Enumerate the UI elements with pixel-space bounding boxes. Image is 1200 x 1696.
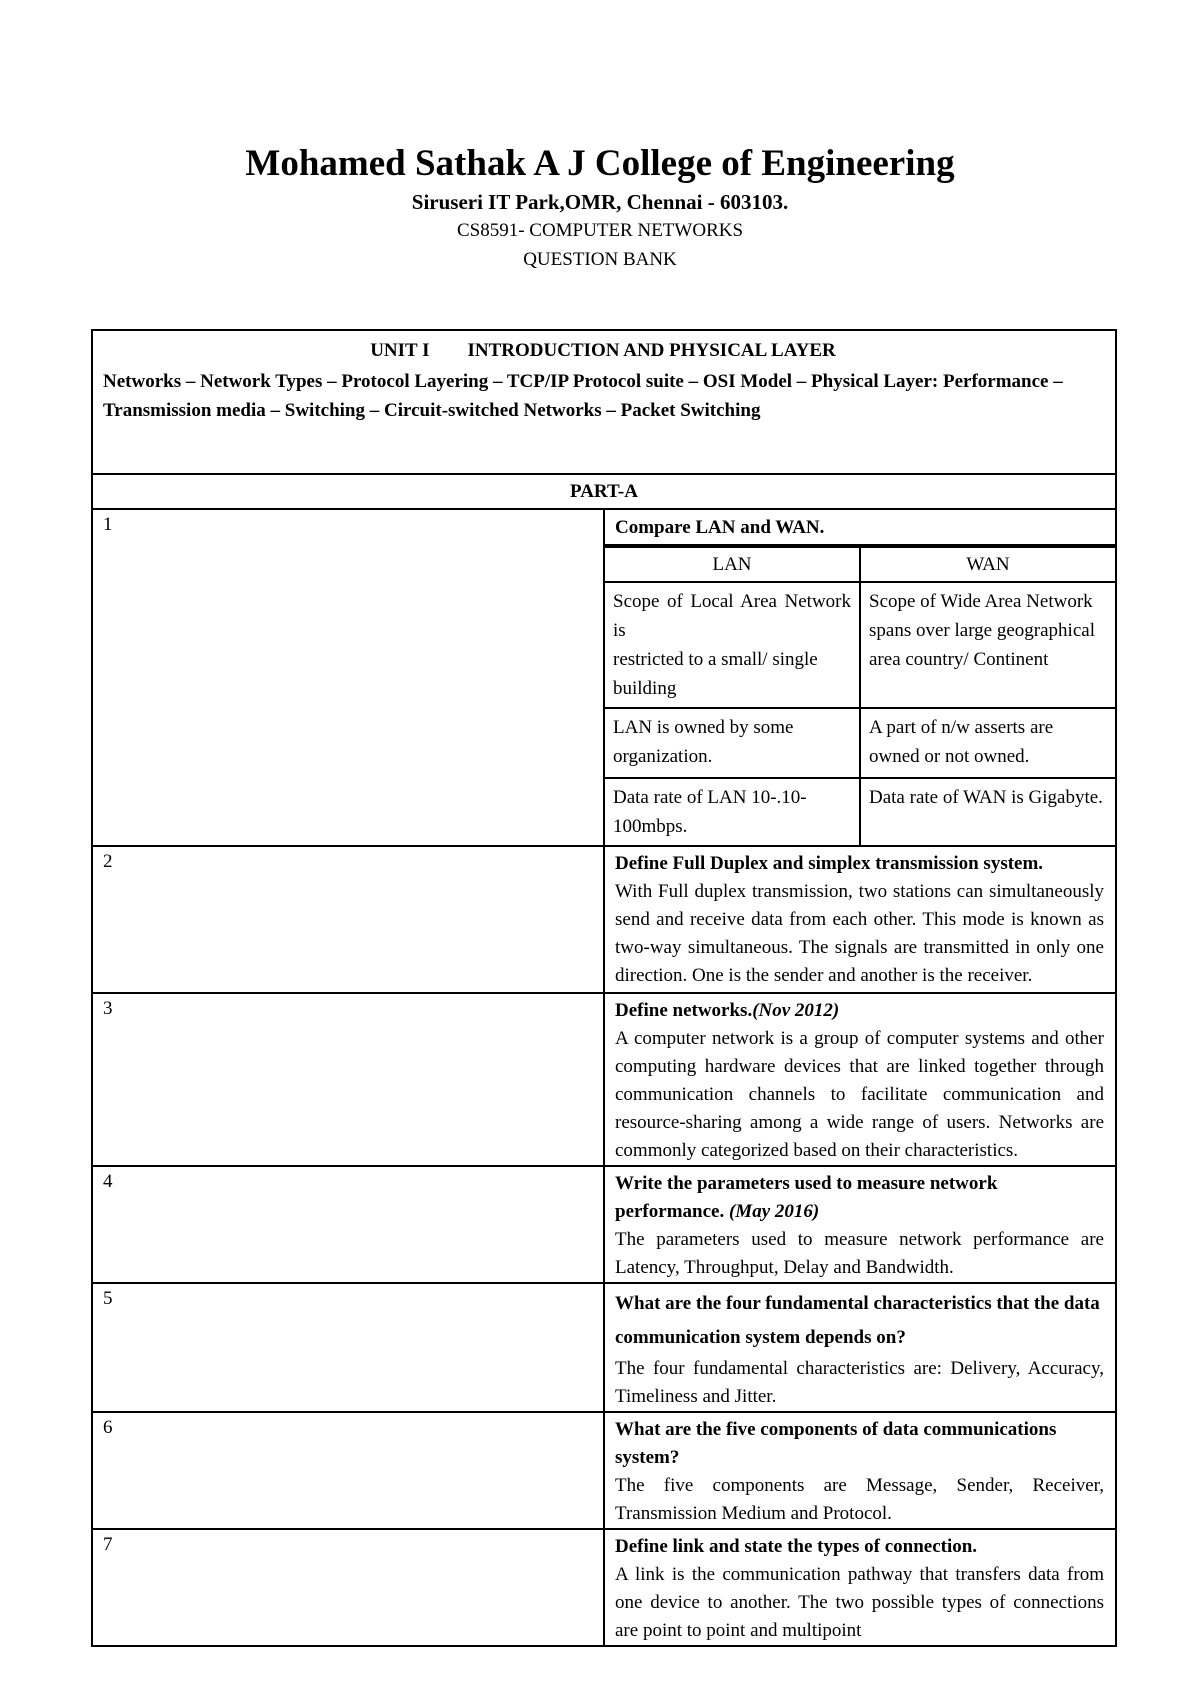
answer-text: A computer network is a group of computer systems and other computing hardware devices that are linked together through communication channels to facilitate communication and resource-sharing among a wide range of users. Networks are commonly categorized based on their characteristics. [615, 1028, 1104, 1161]
question-title: Write the parameters used to measure network performance. [615, 1173, 998, 1222]
question-number: 3 [92, 993, 604, 1166]
comparison-cell: Data rate of WAN is Gigabyte. [860, 778, 1115, 845]
college-address: Siruseri IT Park,OMR, Chennai - 603103. [411, 190, 789, 214]
question-text [615, 1170, 1104, 1226]
comparison-header-lan: LAN [605, 547, 860, 582]
comparison-cell: Scope of Wide Area Network spans over large geographical area country/ Continent [860, 582, 1115, 708]
question-number: 1 [92, 509, 604, 846]
document-type: QUESTION BANK [523, 249, 677, 270]
question-row [92, 846, 1116, 993]
question-content [604, 1412, 1116, 1529]
part-row [92, 474, 1116, 509]
comparison-cell: LAN is owned by some organization. [605, 708, 860, 778]
answer-text: The five components are Message, Sender, Receiver, Transmission Medium and Protocol. [615, 1475, 1104, 1524]
comparison-cell-line: restricted to a small/ single building [613, 649, 818, 699]
question-number: 5 [92, 1283, 604, 1412]
answer-text: The four fundamental characteristics are: Delivery, Accuracy, Timeliness and Jitter. [615, 1358, 1104, 1407]
question-text: Compare LAN and WAN. [605, 510, 1115, 546]
course-title: CS8591- COMPUTER NETWORKS [456, 220, 744, 241]
comparison-table [605, 546, 1115, 845]
comparison-header-wan: WAN [860, 547, 1115, 582]
question-text: Define link and state the types of connection. [615, 1536, 978, 1557]
document-header [0, 142, 1200, 274]
exam-reference: (May 2016) [728, 1201, 820, 1222]
comparison-cell [605, 582, 860, 708]
question-number: 4 [92, 1166, 604, 1283]
question-content [604, 509, 1116, 846]
answer-text: A link is the communication pathway that transfers data from one device to another. The two possible types of connections are point to point and multipoint [615, 1564, 1104, 1641]
question-content [604, 1166, 1116, 1283]
question-row [92, 1283, 1116, 1412]
unit-cell [92, 330, 1116, 474]
question-text: What are the five components of data communications system? [615, 1419, 1057, 1468]
comparison-header-row [605, 547, 1115, 582]
question-title: Define networks. [615, 1000, 753, 1021]
question-row [92, 509, 1116, 846]
answer-text: The parameters used to measure network performance are Latency, Throughput, Delay and Bandwidth. [615, 1229, 1104, 1278]
comparison-cell: A part of n/w asserts are owned or not owned. [860, 708, 1115, 778]
unit-number: UNIT I [370, 340, 430, 361]
question-content [604, 846, 1116, 993]
comparison-row [605, 778, 1115, 845]
question-text: What are the four fundamental characteristics that the data communication system depends on? [615, 1293, 1100, 1348]
unit-title: INTRODUCTION AND PHYSICAL LAYER [467, 340, 836, 361]
part-heading: PART-A [92, 474, 1116, 509]
unit-topics: Networks – Network Types – Protocol Layering – TCP/IP Protocol suite – OSI Model – Physical Layer: Performance – Transmission media – Switching – Circuit-switched Networks – Packet Switching [103, 371, 1063, 421]
question-text: Define Full Duplex and simplex transmission system. [615, 853, 1044, 874]
question-bank-table [91, 329, 1117, 1647]
question-number: 2 [92, 846, 604, 993]
exam-reference: (Nov 2012) [752, 1000, 840, 1021]
college-name: Mohamed Sathak A J College of Engineering [245, 143, 955, 184]
comparison-row [605, 708, 1115, 778]
question-number: 7 [92, 1529, 604, 1646]
question-text [615, 997, 1104, 1025]
comparison-row [605, 582, 1115, 708]
question-row [92, 1529, 1116, 1646]
question-content [604, 993, 1116, 1166]
comparison-cell: Data rate of LAN 10-.10-100mbps. [605, 778, 860, 845]
question-content [604, 1283, 1116, 1412]
question-row [92, 993, 1116, 1166]
question-content [604, 1529, 1116, 1646]
comparison-cell-line: Scope of Local Area Network is [613, 591, 851, 641]
unit-row [92, 330, 1116, 474]
question-row [92, 1166, 1116, 1283]
question-row [92, 1412, 1116, 1529]
unit-heading [103, 337, 1103, 365]
question-number: 6 [92, 1412, 604, 1529]
answer-text: With Full duplex transmission, two stations can simultaneously send and receive data from each other. This mode is known as two-way simultaneous. The signals are transmitted in only one direction. One is the sender and another is the receiver. [615, 881, 1104, 986]
